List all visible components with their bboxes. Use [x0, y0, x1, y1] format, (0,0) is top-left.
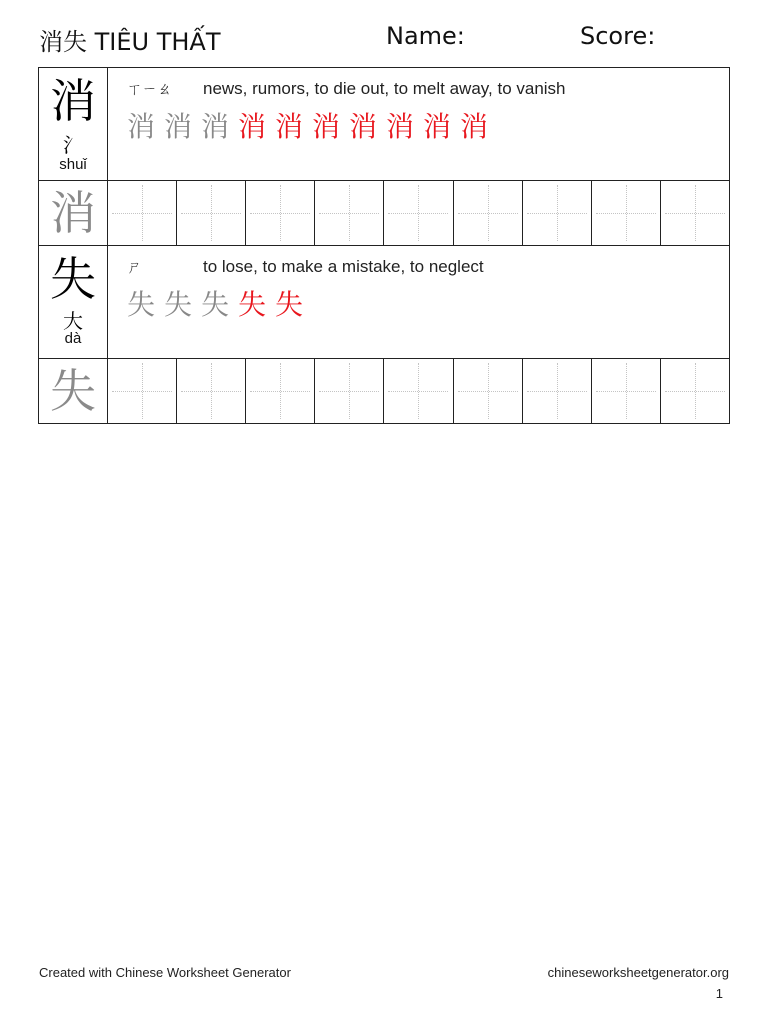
stroke-step: 消 — [460, 110, 489, 143]
practice-box[interactable] — [107, 359, 176, 423]
practice-row — [38, 358, 730, 424]
practice-box[interactable] — [383, 181, 452, 245]
radical: 大 — [63, 309, 83, 333]
footer-website: chineseworksheetgenerator.org — [547, 965, 729, 980]
name-label: Name: — [386, 22, 465, 50]
stroke-step: 失 — [275, 288, 304, 321]
stroke-step: 消 — [238, 110, 267, 143]
stroke-step: 消 — [349, 110, 378, 143]
footer-credit: Created with Chinese Worksheet Generator — [39, 965, 291, 980]
character-cell — [39, 246, 108, 358]
practice-box[interactable] — [176, 359, 245, 423]
stroke-step: 失 — [127, 288, 156, 321]
practice-box[interactable] — [383, 359, 452, 423]
bopomofo: ㄒㄧㄠ — [127, 80, 173, 98]
practice-box[interactable] — [591, 181, 660, 245]
worksheet-header — [0, 22, 768, 58]
main-character: 消 — [50, 74, 96, 128]
radical-pinyin: shuǐ — [59, 156, 87, 173]
bopomofo: ㄕ — [127, 258, 143, 276]
stroke-step: 消 — [275, 110, 304, 143]
practice-box[interactable] — [660, 181, 729, 245]
practice-box[interactable] — [591, 359, 660, 423]
stroke-step: 消 — [127, 110, 156, 143]
practice-box[interactable] — [453, 181, 522, 245]
character-info-row — [38, 67, 730, 180]
practice-box[interactable] — [176, 181, 245, 245]
score-label: Score: — [580, 22, 656, 50]
character-details — [127, 256, 721, 325]
radical-pinyin: dà — [64, 330, 82, 347]
stroke-step: 消 — [386, 110, 415, 143]
page-number: 1 — [715, 986, 723, 1001]
trace-character: 失 — [50, 364, 96, 418]
character-cell — [39, 68, 108, 180]
practice-row — [38, 180, 730, 245]
stroke-step: 消 — [201, 110, 230, 143]
practice-box[interactable] — [245, 181, 314, 245]
main-character: 失 — [50, 252, 96, 306]
practice-box[interactable] — [245, 359, 314, 423]
practice-box[interactable] — [314, 181, 383, 245]
character-details — [127, 78, 721, 147]
stroke-step: 失 — [201, 288, 230, 321]
practice-box[interactable] — [107, 181, 176, 245]
radical: 氵 — [63, 133, 83, 157]
practice-box[interactable] — [522, 359, 591, 423]
practice-box[interactable] — [453, 359, 522, 423]
stroke-order — [127, 285, 721, 325]
stroke-step: 消 — [164, 110, 193, 143]
stroke-step: 失 — [164, 288, 193, 321]
stroke-step: 消 — [423, 110, 452, 143]
stroke-order — [127, 107, 721, 147]
trace-character: 消 — [50, 186, 96, 240]
meaning: to lose, to make a mistake, to neglect — [203, 256, 484, 276]
stroke-step: 消 — [312, 110, 341, 143]
practice-sheet — [38, 67, 730, 424]
practice-box[interactable] — [660, 359, 729, 423]
practice-box[interactable] — [314, 359, 383, 423]
practice-box[interactable] — [522, 181, 591, 245]
worksheet-title: 消失 TIÊU THẤT — [39, 28, 221, 56]
character-info-row — [38, 245, 730, 358]
stroke-step: 失 — [238, 288, 267, 321]
meaning: news, rumors, to die out, to melt away, to vanish — [203, 78, 566, 98]
